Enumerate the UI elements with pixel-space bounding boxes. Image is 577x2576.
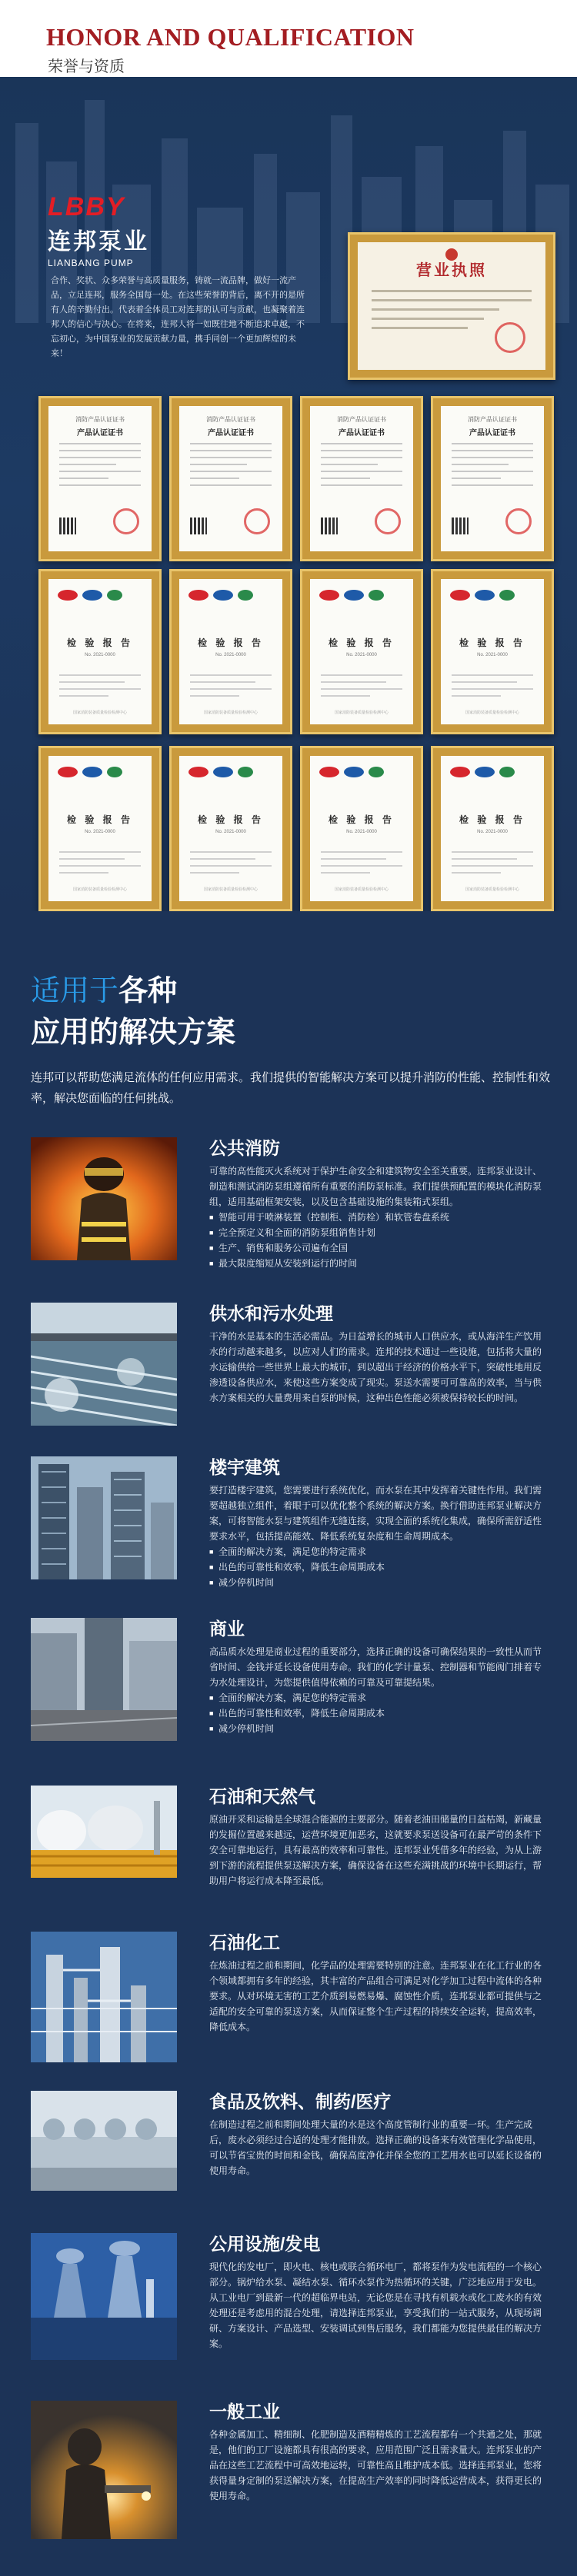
inspection-report-frame — [300, 569, 423, 734]
industry-description — [209, 1644, 548, 1736]
report-title: 检 验 报 告 — [197, 814, 264, 825]
bullet-item: ■ 最大限度缩短从安装到运行的时间 — [209, 1256, 548, 1271]
industry-bullets — [209, 1690, 548, 1736]
page-title: HONOR AND QUALIFICATION — [46, 23, 415, 51]
bullet-item: ■ 生产、销售和服务公司遍布全国 — [209, 1240, 548, 1256]
report-number: No. 2021-0000 — [85, 830, 115, 834]
industry-description — [209, 1329, 548, 1406]
certificate-frame — [300, 396, 423, 561]
report-title: 检 验 报 告 — [328, 814, 395, 825]
firefighter-image — [31, 1137, 177, 1260]
page-header — [0, 0, 577, 77]
inspection-report-frame — [38, 569, 162, 734]
refinery-image — [31, 1932, 177, 2062]
bullet-item: ■ 出色的可靠性和效率，降低生命周期成本 — [209, 1559, 548, 1575]
industry-description — [209, 1483, 548, 1590]
industry-description — [209, 2117, 548, 2178]
industry-title: 楼宇建筑 — [209, 1457, 280, 1477]
bullet-item: ■ 完全预定义和全面的消防泵组销售计划 — [209, 1225, 548, 1240]
report-number: No. 2021-0000 — [215, 653, 246, 657]
metalwork-image — [31, 2401, 177, 2539]
report-number: No. 2021-0000 — [85, 653, 115, 657]
bullet-item: ■ 减少停机时间 — [209, 1721, 548, 1736]
report-title: 检 验 报 告 — [459, 814, 525, 825]
report-footer: 国家消防装备质量检验检测中心 — [465, 711, 519, 715]
report-footer: 国家消防装备质量检验检测中心 — [72, 711, 127, 715]
bullet-item: ■ 减少停机时间 — [209, 1575, 548, 1590]
power-plant-image — [31, 2233, 177, 2360]
solutions-title-bold: 各种 — [118, 975, 178, 1007]
honor-section — [0, 77, 577, 911]
report-number: No. 2021-0000 — [346, 653, 377, 657]
industry-text: 要打造楼宇建筑，您需要进行系统优化，而水泵在其中发挥着关键性作用。我们需要超越独立组件，着眼于可以优化整个系统的解决方案。换行借助连邦泵业解决方案，可将智能水泵与建筑组件无缝连接，实现全面的系统化集成，确保所需舒适性要求水平，包括提高能效、降低系统复杂度和生命周期成本。 — [209, 1485, 542, 1542]
report-footer: 国家消防装备质量检验检测中心 — [334, 711, 389, 715]
report-number: No. 2021-0000 — [477, 653, 508, 657]
qr-code-icon — [452, 518, 469, 534]
red-seal-icon — [495, 322, 525, 353]
report-title: 检 验 报 告 — [66, 814, 133, 825]
industry-text: 各种金属加工、精细制、化肥制造及酒精精炼的工艺流程都有一个共通之处，那就是，他们的工厂设施都具有很高的要求，应用范围广泛且需求量大。连邦泵业的产品在这些工艺流程中可高效地运转，可靠性高且维护成本低。选择连邦泵业，您将获得量身定制的泵送解决方案，在提高生产效率的同时降低运营成本，获得更长的使用寿命。 — [209, 2429, 542, 2501]
report-title: 检 验 报 告 — [459, 637, 525, 648]
report-number: No. 2021-0000 — [215, 830, 246, 834]
bullet-item: ■ 出色的可靠性和效率，降低生命周期成本 — [209, 1706, 548, 1721]
certificate-title: 产品认证证书 — [208, 429, 254, 438]
business-license-frame — [348, 232, 555, 380]
license-title: 营业执照 — [416, 262, 487, 279]
qr-code-icon — [321, 518, 338, 534]
industry-title: 石油化工 — [209, 1932, 280, 1952]
industry-title: 公共消防 — [209, 1138, 280, 1158]
inspection-report-frame — [38, 746, 162, 911]
red-seal-icon — [113, 508, 139, 534]
solutions-description: 连邦可以帮助您满足流体的任何应用需求。我们提供的智能解决方案可以提升消防的性能、控制性和效率，解决您面临的任何挑战。 — [31, 1071, 551, 1105]
report-footer: 国家消防装备质量检验检测中心 — [334, 887, 389, 892]
inspection-report-frame — [431, 569, 554, 734]
industry-bullets — [209, 1544, 548, 1590]
report-title: 检 验 报 告 — [328, 637, 395, 648]
inspection-report-frame — [169, 569, 292, 734]
industry-bullets — [209, 1210, 548, 1271]
industry-description — [209, 2427, 548, 2504]
certificate-header: 消防产品认证证书 — [206, 416, 255, 423]
industry-text: 可靠的高性能灭火系统对于保护生命安全和建筑物安全至关重要。连邦泵业设计、制造和测试消防泵组遵循所有重要的消防泵标准。我们提供预配置的模块化消防泵组，适用基础框架安装，以及包含基础设施的集装箱式泵组。 — [209, 1166, 542, 1207]
logo-mark: LBBY — [48, 192, 125, 221]
inspection-report-frame — [169, 746, 292, 911]
company-intro: 合作、奖状、众多荣誉与高质量服务，铸就一流品牌，做好一流产品，立足连邦，服务全国每一处。在这些荣誉的背后，离不开的是所有人的辛勤付出。代表着全体员工对连邦的认可与贡献，也凝聚着连邦人的信心与决心。在将来，连邦人将一如既往地不断追求卓越，不忘初心，为中国泵业的发展贡献力量，携手同创一个更加辉煌的未来！ — [51, 276, 305, 358]
oil-tanks-image — [31, 1786, 177, 1878]
certificate-frame — [169, 396, 292, 561]
qr-code-icon — [59, 518, 76, 534]
report-number: No. 2021-0000 — [477, 830, 508, 834]
report-footer: 国家消防装备质量检验检测中心 — [72, 887, 127, 892]
industry-text: 在制造过程之前和期间处理大量的水是这个高度管制行业的重要一环。生产完成后，废水必须经过合适的处理才能排放。选择正确的设备来有效管理化学品使用，可以节省宝贵的时间和金钱，确保高度净化并保全您的工艺用水也可以延长设备的使用寿命。 — [209, 2119, 542, 2176]
industry-description — [209, 2259, 548, 2351]
industry-description — [209, 1163, 548, 1271]
industry-text: 高品质水处理是商业过程的重要部分，选择正确的设备可确保结果的一致性从而节省时间、金钱并延长设备使用寿命。我们的化学计量泵、控制器和节能阀门排着专为水处理设计，为您提供值得依赖的可靠及可靠提结果。 — [209, 1646, 542, 1688]
report-number: No. 2021-0000 — [346, 830, 377, 834]
industry-text: 在炼油过程之前和期间，化学品的处理需要特别的注意。连邦泵业在化工行业的各个领域都拥有多年的经验，其丰富的产品组合可满足对化学加工过程中流体的各种要求。从对环境无害的工艺介质到易燃易爆、腐蚀性介质，连邦泵业都可提供与之适配的安全可靠的泵送方案，从而保证整个生产过程的持续安全运转，提高效率，降低成本。 — [209, 1960, 542, 2032]
report-title: 检 验 报 告 — [197, 637, 264, 648]
solutions-title — [31, 970, 235, 1053]
report-footer: 国家消防装备质量检验检测中心 — [465, 887, 519, 892]
skyscraper-image — [31, 1456, 177, 1579]
red-seal-icon — [375, 508, 401, 534]
industry-title: 食品及饮料、制药/医疗 — [209, 2092, 392, 2112]
page-subtitle: 荣誉与资质 — [48, 58, 125, 75]
certificate-title: 产品认证证书 — [77, 429, 123, 438]
report-title: 检 验 报 告 — [66, 637, 133, 648]
report-footer: 国家消防装备质量检验检测中心 — [203, 887, 258, 892]
production-line-image — [31, 2091, 177, 2191]
bullet-item: ■ 智能可用于喷淋装置（控制柜、消防栓）和软管卷盘系统 — [209, 1210, 548, 1225]
industry-text: 原油开采和运输是全球混合能源的主要部分。随着老油田储量的日益枯竭，新藏量的发掘位置越来越远，运营环境更加恶劣，这就要求泵送设备可在最严苛的条件下安全可靠地运行，具有最高的效率和可靠性。连邦泵业凭借多年的经验，为从上游到下游的流程提供泵送解决方案，确保设备在这些充满挑战的环境中长期运行，帮助用户将运行成本降至最低。 — [209, 1814, 542, 1886]
logo-chinese-name: 连邦泵业 — [48, 229, 149, 255]
industry-text: 干净的水是基本的生活必需品。为日益增长的城市人口供应水，或从海洋生产饮用水的行动越来越多，以应对人们的需求。连邦的技术通过一些设施，包括将大量的水运输供给一些世界上最大的城市，到以超出于经济的价格水平下，突破性地用反渗透设备供应水，来使这些方案变成了现实。泵送水需要可可靠高的效率，当与供水方案相关的大量费用来自泵的时候，这种出色性能必须被保持较长的时间。 — [209, 1331, 542, 1403]
certificate-header: 消防产品认证证书 — [75, 416, 125, 423]
industry-title: 商业 — [209, 1619, 245, 1639]
certificate-title: 产品认证证书 — [339, 429, 385, 438]
certificate-frame — [431, 396, 554, 561]
industry-description — [209, 1812, 548, 1889]
inspection-report-frame — [300, 746, 423, 911]
inspection-report-frame — [431, 746, 554, 911]
logo-english-name: LIANBANG PUMP — [48, 258, 134, 268]
bullet-item: ■ 全面的解决方案，满足您的特定需求 — [209, 1544, 548, 1559]
commercial-building-image — [31, 1618, 177, 1741]
solutions-title-line2: 应用的解决方案 — [31, 1017, 236, 1049]
industry-title: 供水和污水处理 — [209, 1303, 333, 1323]
company-logo — [48, 192, 149, 268]
report-footer: 国家消防装备质量检验检测中心 — [203, 711, 258, 715]
certificate-header: 消防产品认证证书 — [337, 416, 386, 423]
water-treatment-image — [31, 1303, 177, 1426]
solutions-title-accent: 适用于 — [31, 975, 119, 1007]
industry-title: 公用设施/发电 — [209, 2234, 321, 2254]
red-seal-icon — [244, 508, 270, 534]
certificate-title: 产品认证证书 — [469, 429, 515, 438]
red-seal-icon — [505, 508, 532, 534]
industry-title: 一般工业 — [209, 2401, 280, 2421]
certificate-frame — [38, 396, 162, 561]
qr-code-icon — [190, 518, 207, 534]
industry-text: 现代化的发电厂，即火电、核电或联合循环电厂，都将泵作为发电流程的一个核心部分。锅炉给水泵、凝结水泵、循环水泵作为热循环的关键，广泛地应用于发电。从工业电厂到最新一代的超临界电站，无论您是在寻找有机载水或化工废水的有效处理还是考虑用的混合处理，请选择连邦泵业，享受我们的一站式服务，从现场调研、方案设计、产品选型、安装调试到售后服务，我们都能为您提供最佳的解决方案。 — [209, 2261, 542, 2349]
bullet-item: ■ 全面的解决方案，满足您的特定需求 — [209, 1690, 548, 1706]
industry-title: 石油和天然气 — [209, 1786, 315, 1806]
industry-description — [209, 1958, 548, 2035]
certificate-header: 消防产品认证证书 — [468, 416, 517, 423]
